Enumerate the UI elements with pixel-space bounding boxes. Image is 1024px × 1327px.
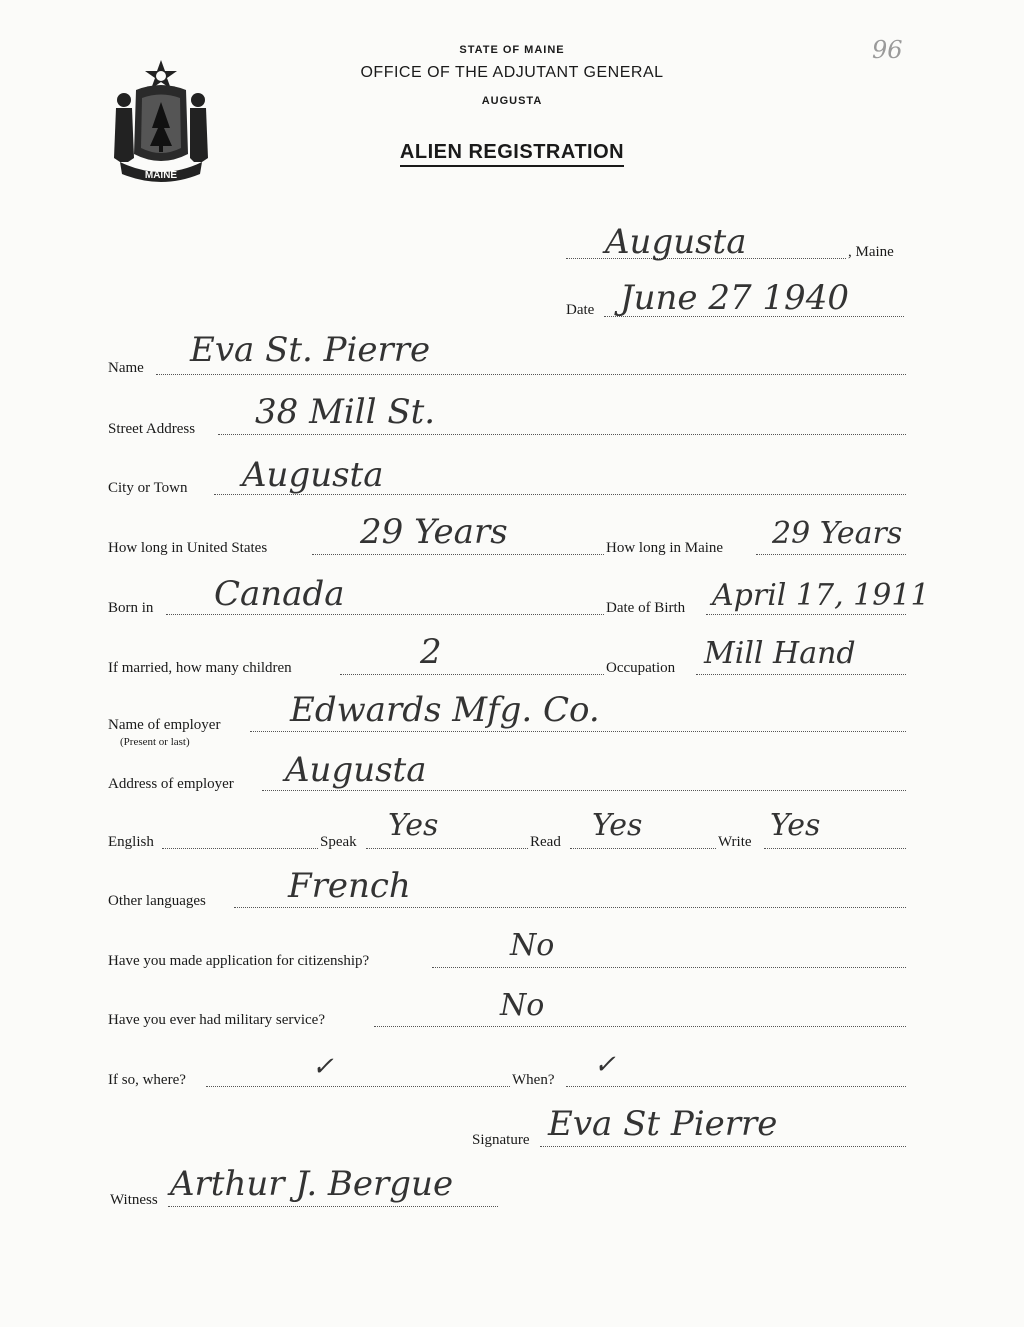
- children-value: 2: [420, 632, 442, 672]
- witness-label: Witness: [110, 1192, 158, 1208]
- read-label: Read: [530, 834, 561, 850]
- form-title-text: ALIEN REGISTRATION: [400, 141, 624, 167]
- city-label: City or Town: [108, 480, 188, 496]
- write-line: [764, 848, 906, 849]
- citizenship-value: No: [510, 928, 555, 963]
- employer-address-value: Augusta: [285, 750, 427, 790]
- name-line: [156, 374, 906, 375]
- signature-value: Eva St Pierre: [548, 1104, 778, 1144]
- form-title: [0, 141, 1024, 164]
- military-label: Have you ever had military service?: [108, 1012, 325, 1028]
- where-label: If so, where?: [108, 1072, 186, 1088]
- employer-note: (Present or last): [120, 736, 190, 748]
- how-long-maine-line: [756, 554, 906, 555]
- read-line: [570, 848, 716, 849]
- when-value: ✓: [594, 1050, 616, 1080]
- occupation-line: [696, 674, 906, 675]
- signature-label: Signature: [472, 1132, 530, 1148]
- write-label: Write: [718, 834, 752, 850]
- when-line: [566, 1086, 906, 1087]
- city-value: Augusta: [242, 455, 384, 495]
- children-line: [340, 674, 604, 675]
- street-value: 38 Mill St.: [255, 392, 436, 432]
- dob-label: Date of Birth: [606, 600, 686, 616]
- other-languages-label: Other languages: [108, 893, 206, 909]
- citizenship-label: Have you made application for citizenship?: [108, 953, 370, 969]
- city-heading: AUGUSTA: [481, 95, 543, 107]
- other-languages-line: [234, 907, 906, 908]
- witness-value: Arthur J. Bergue: [170, 1164, 454, 1204]
- name-value: Eva St. Pierre: [190, 330, 431, 370]
- occupation-value: Mill Hand: [704, 636, 856, 671]
- signature-line: [540, 1146, 906, 1147]
- born-in-line: [166, 614, 604, 615]
- place-value: Augusta: [605, 222, 747, 262]
- dob-value: April 17, 1911: [712, 578, 930, 613]
- date-value: June 27 1940: [620, 278, 849, 318]
- employer-label: Name of employer: [108, 717, 221, 733]
- how-long-us-label: How long in United States: [108, 540, 268, 556]
- speak-value: Yes: [388, 808, 439, 843]
- military-value: No: [500, 988, 545, 1023]
- office-heading: OFFICE OF THE ADJUTANT GENERAL: [360, 64, 664, 81]
- write-value: Yes: [770, 808, 821, 843]
- speak-label: Speak: [320, 834, 357, 850]
- military-line: [374, 1026, 906, 1027]
- english-line: [162, 848, 318, 849]
- employer-value: Edwards Mfg. Co.: [290, 690, 600, 730]
- maine-label: , Maine: [848, 244, 894, 260]
- witness-line: [168, 1206, 498, 1207]
- how-long-us-line: [312, 554, 604, 555]
- citizenship-line: [432, 967, 906, 968]
- street-line: [218, 434, 906, 435]
- date-label: Date: [566, 302, 595, 318]
- where-line: [206, 1086, 510, 1087]
- english-label: English: [108, 834, 154, 850]
- children-label: If married, how many children: [108, 660, 292, 676]
- other-languages-value: French: [288, 866, 411, 906]
- how-long-maine-label: How long in Maine: [606, 540, 724, 556]
- employer-line: [250, 731, 906, 732]
- how-long-maine-value: 29 Years: [772, 516, 903, 551]
- page-number: 96: [872, 36, 903, 64]
- speak-line: [366, 848, 528, 849]
- how-long-us-value: 29 Years: [360, 512, 508, 552]
- born-in-label: Born in: [108, 600, 154, 616]
- dob-line: [706, 614, 906, 615]
- seal-motto: MAINE: [144, 170, 178, 181]
- street-label: Street Address: [108, 421, 196, 437]
- when-label: When?: [512, 1072, 555, 1088]
- name-label: Name: [108, 360, 144, 376]
- employer-address-line: [262, 790, 906, 791]
- born-in-value: Canada: [214, 574, 345, 614]
- state-heading: STATE OF MAINE: [459, 44, 565, 56]
- employer-address-label: Address of employer: [108, 776, 234, 792]
- where-value: ✓: [312, 1052, 334, 1082]
- read-value: Yes: [592, 808, 643, 843]
- occupation-label: Occupation: [606, 660, 676, 676]
